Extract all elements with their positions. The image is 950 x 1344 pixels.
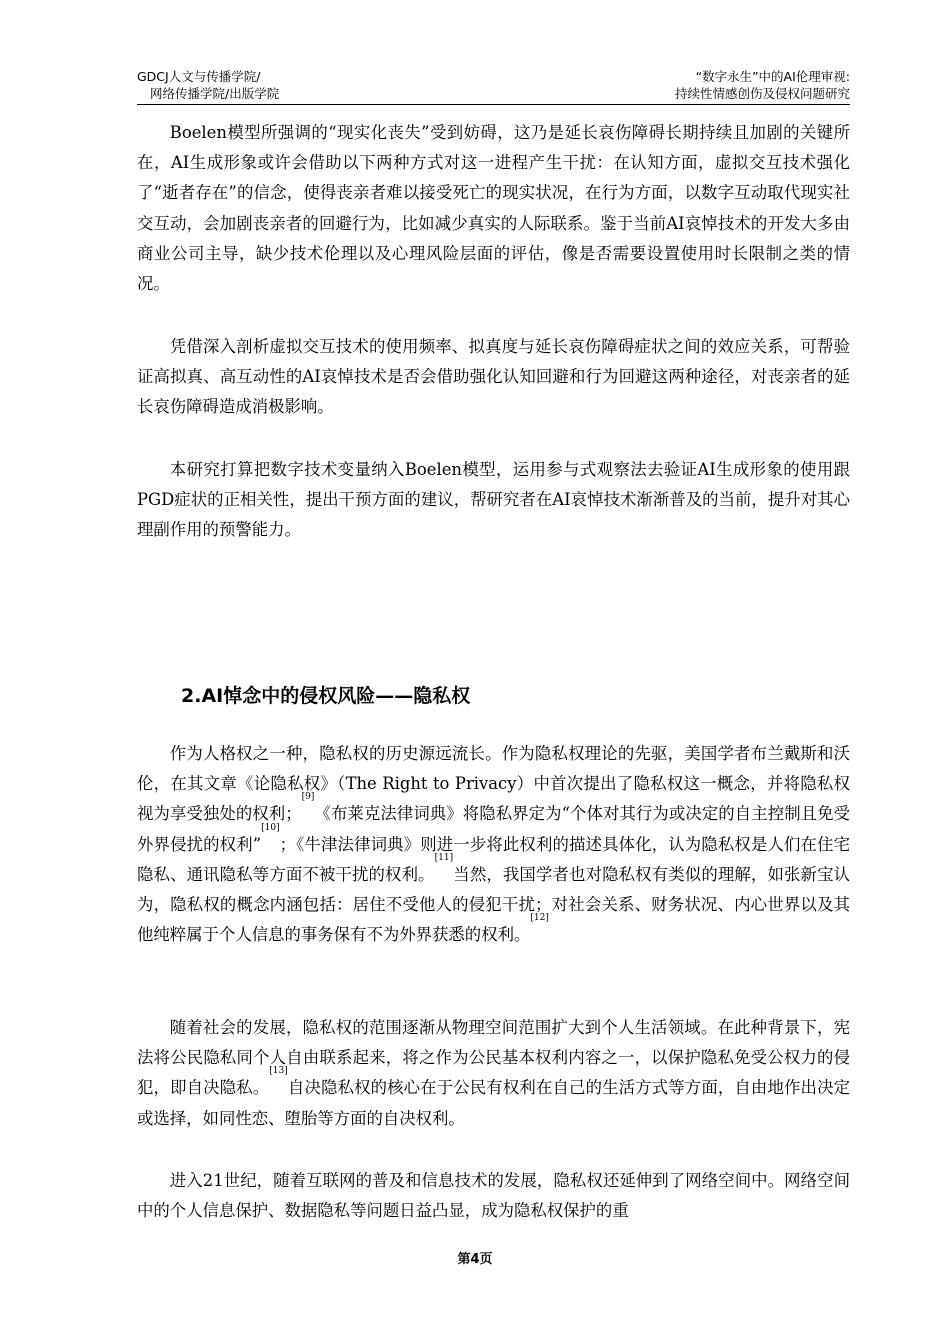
paragraph-cyberspace-privacy: 进入21世纪，随着互联网的普及和信息技术的发展，隐私权还延伸到了网络空间中。网络空间中的个人信息保护、数据隐私等问题日益凸显，成为隐私权保护的重 [137, 1171, 850, 1221]
footnote-ref-10: [10] [261, 822, 280, 833]
text-segment: 随着社会的发展，隐私权的范围逐渐从物理空间范围扩大到个人生活领域。在此种背景下，宪法将公民隐私同个人自由联系起来，将之作为公民基本权利内容之一，以保护隐私免受公权力的侵犯，即自决隐私。 [137, 1018, 850, 1098]
header-right-line2: 持续性情感创伤及侵权问题研究 [674, 86, 850, 101]
paragraph-decisional-privacy [137, 1013, 850, 1134]
paragraph-privacy-history [137, 739, 850, 950]
footnote-ref-9: [9] [301, 792, 315, 803]
page-number: 第4页 [457, 1252, 493, 1267]
footnote-ref-12: [12] [530, 913, 549, 924]
header-divider [137, 104, 850, 105]
text-segment: ；《牛津法律词典》则进一步将此权利的描述具体化，认为隐私权是人们在住宅隐私、通讯隐私等方面不被干扰的权利。 [137, 834, 850, 884]
footnote-ref-13: [13] [269, 1066, 288, 1077]
text-segment: 作为人格权之一种，隐私权的历史源远流长。作为隐私权理论的先驱，美国学者布兰戴斯和沃伦，在其文章《论隐私权》（The Right to Privacy）中首次提出了隐私权这一概念，并将隐私权视为享受独处的权利； [137, 744, 850, 824]
header-left-line1: GDCJ人文与传播学院/ [137, 69, 261, 84]
header-paper-title [675, 68, 850, 102]
text-segment: 自决隐私权的核心在于公民有权利在自己的生活方式等方面，自由地作出决定或选择，如同性恋、堕胎等方面的自决权利。 [137, 1078, 851, 1128]
text-segment: 《布莱克法律词典》将隐私界定为“个体对其行为或决定的自主控制且免受外界侵扰的权利” [137, 804, 850, 854]
text-segment: 当然，我国学者也对隐私权有类似的理解，如张新宝认为，隐私权的概念内涵包括：居住不受他人的侵犯干扰；对社会关系、财务状况、内心世界以及其他纯粹属于个人信息的事务保有不为外界获悉的权利。 [137, 864, 851, 945]
header-right-line1: “数字永生”中的AI伦理审视: [695, 69, 850, 84]
header-institution [137, 68, 279, 102]
paragraph-research-plan: 本研究打算把数字技术变量纳入Boelen模型，运用参与式观察法去验证AI生成形象的使用跟PGD症状的正相关性，提出干预方面的建议，帮研究者在AI哀悼技术渐渐普及的当前，提升对其心理副作用的预警能力。 [137, 460, 850, 540]
paragraph-virtual-interaction: 凭借深入剖析虚拟交互技术的使用频率、拟真度与延长哀伤障碍症状之间的效应关系，可帮验证高拟真、高互动性的AI哀悼技术是否会借助强化认知回避和行为回避这两种途径，对丧亲者的延长哀伤障碍造成消极影响。 [137, 337, 850, 417]
paragraph-boelen-model: Boelen模型所强调的“现实化丧失”受到妨碍，这乃是延长哀伤障碍长期持续且加剧的关键所在，AI生成形象或许会借助以下两种方式对这一进程产生干扰：在认知方面，虚拟交互技术强化了“逝者存在”的信念，使得丧亲者难以接受死亡的现实状况，在行为方面，以数字互动取代现实社交互动，会加剧丧亲者的回避行为，比如减少真实的人际联系。鉴于当前AI哀悼技术的开发大多由商业公司主导，缺少技术伦理以及心理风险层面的评估，像是否需要设置使用时长限制之类的情况。 [137, 123, 850, 294]
section-heading-privacy: 2.AI悼念中的侵权风险——隐私权 [181, 685, 471, 707]
footnote-ref-11: [11] [434, 852, 454, 863]
header-left-line2: 网络传播学院/出版学院 [150, 86, 280, 101]
